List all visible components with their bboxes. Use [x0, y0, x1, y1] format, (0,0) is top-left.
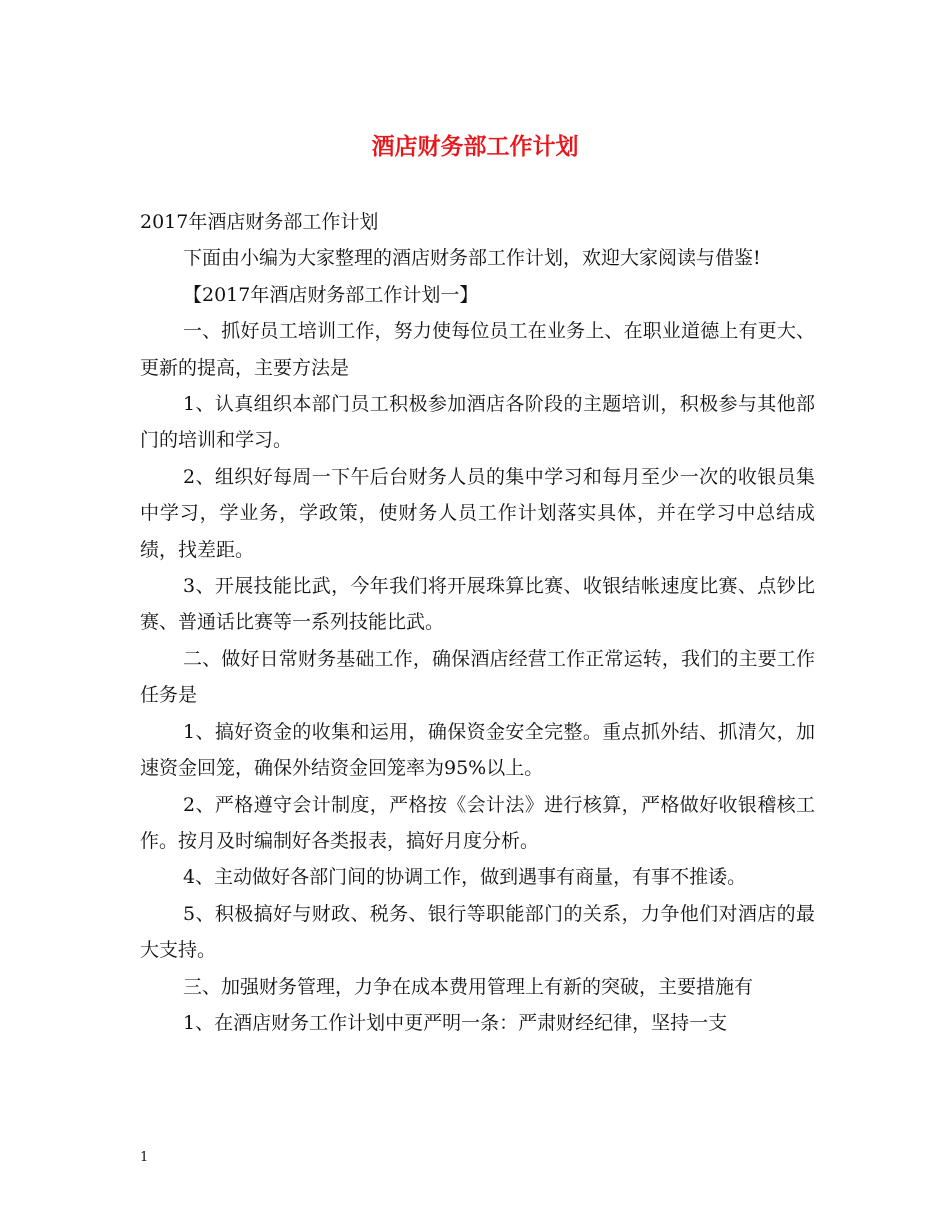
paragraph: 2、组织好每周一下午后台财务人员的集中学习和每月至少一次的收银员集中学习，学业务，学政策，使财务人员工作计划落实具体，并在学习中总结成绩，找差距。 — [140, 465, 815, 561]
paragraph: 一、抓好员工培训工作，努力使每位员工在业务上、在职业道德上有更大、更新的提高，主要方法是 — [140, 320, 815, 379]
paragraph: 2、严格遵守会计制度，严格按《会计法》进行核算，严格做好收银稽核工作。按月及时编制好各类报表，搞好月度分析。 — [140, 793, 815, 852]
paragraph: 1、认真组织本部门员工积极参加酒店各阶段的主题培训，积极参与其他部门的培训和学习。 — [140, 393, 815, 452]
paragraph: 下面由小编为大家整理的酒店财务部工作计划，欢迎大家阅读与借鉴! — [183, 247, 761, 270]
paragraph: 3、开展技能比武，今年我们将开展珠算比赛、收银结帐速度比赛、点钞比赛、普通话比赛等一系列技能比武。 — [140, 575, 815, 634]
paragraph: 1、搞好资金的收集和运用，确保资金安全完整。重点抓外结、抓清欠，加速资金回笼，确保外结资金回笼率为95%以上。 — [140, 720, 815, 780]
paragraph: 5、积极搞好与财政、税务、银行等职能部门的关系，力争他们对酒店的最大支持。 — [140, 902, 815, 962]
page-number: 1 — [140, 1150, 149, 1165]
paragraph: 三、加强财务管理，力争在成本费用管理上有新的突破，主要措施有 — [183, 975, 754, 998]
paragraph: 2017年酒店财务部工作计划 — [140, 211, 379, 233]
paragraph: 二、做好日常财务基础工作，确保酒店经营工作正常运转，我们的主要工作任务是 — [140, 647, 815, 707]
document-body — [140, 204, 815, 1041]
paragraph: 1、在酒店财务工作计划中更严明一条：严肃财经纪律，坚持一支 — [183, 1011, 728, 1034]
document-title: 酒店财务部工作计划 — [371, 133, 579, 160]
section-heading: 【2017年酒店财务部工作计划一】 — [183, 283, 479, 306]
paragraph: 4、主动做好各部门间的协调工作，做到遇事有商量，有事不推诿。 — [183, 866, 747, 889]
